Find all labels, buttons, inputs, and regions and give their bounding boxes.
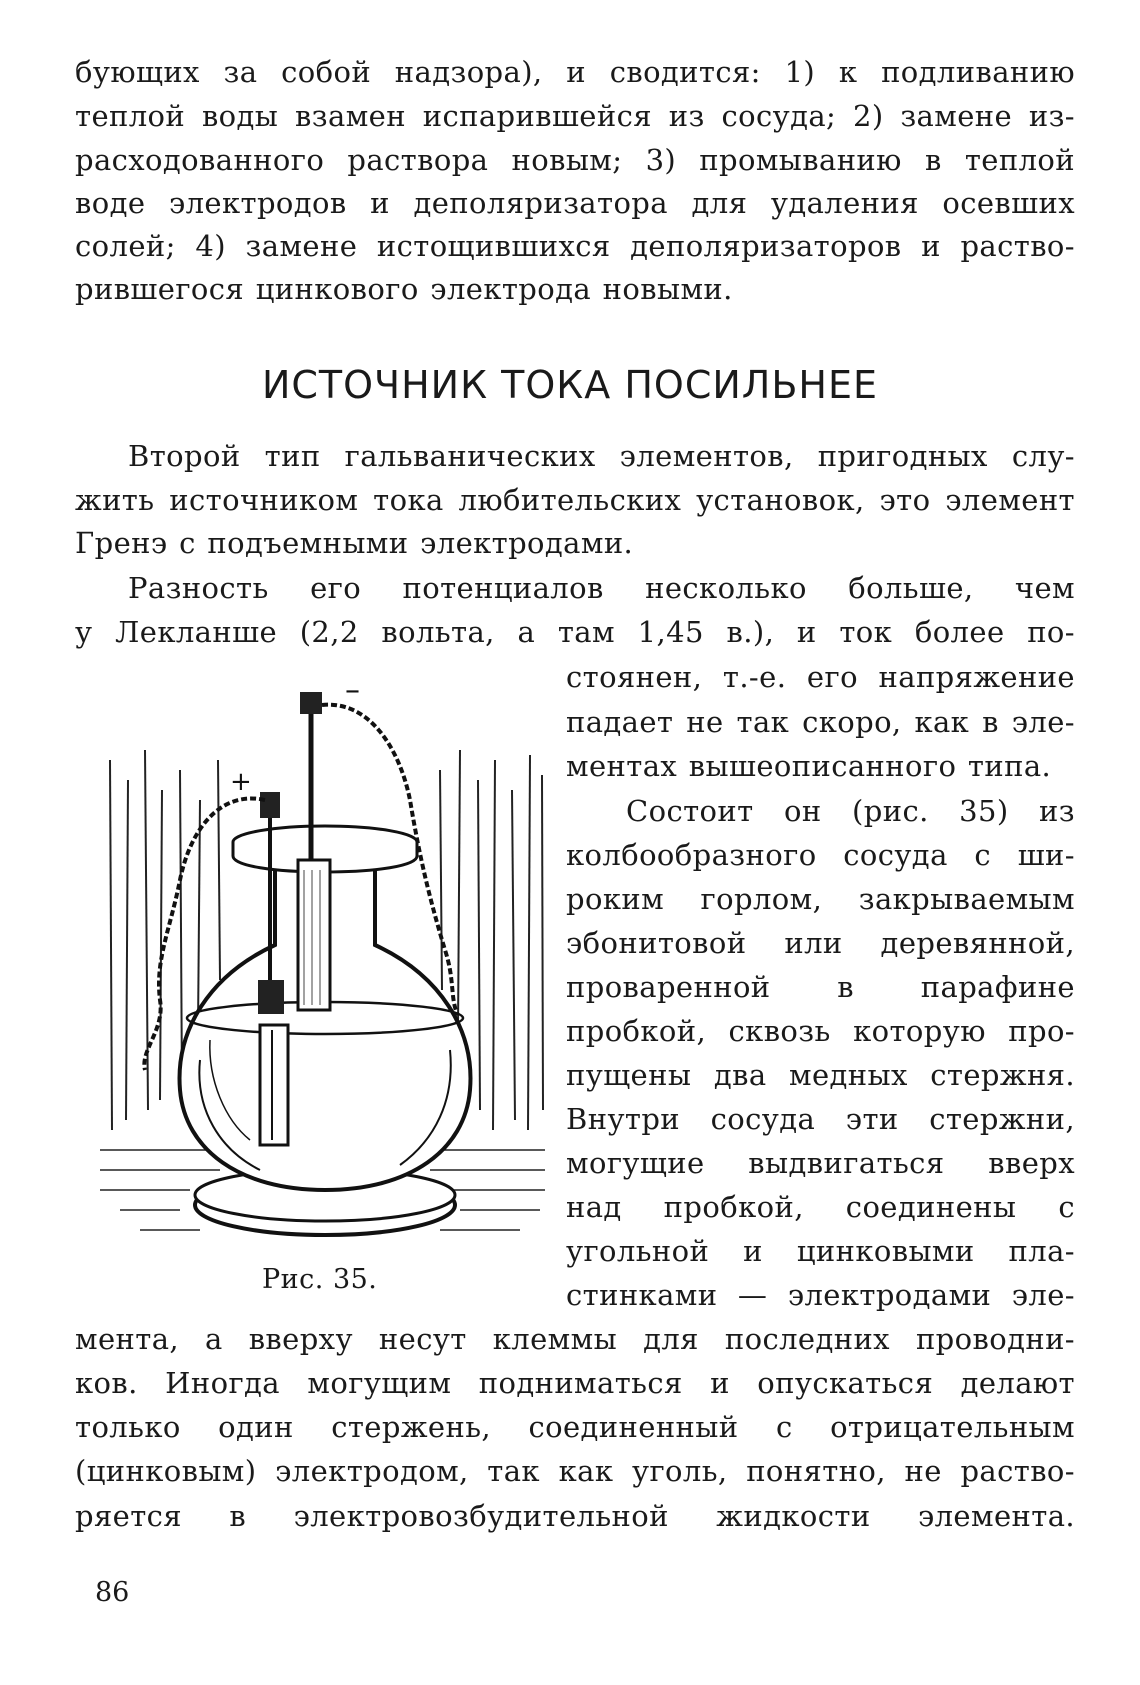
text-line: бующих за собой надзора), и сводится: 1) к подливанию — [75, 55, 1075, 89]
text-line: Разность его потенциалов несколько больше, чем — [128, 571, 1075, 605]
text-line: могущие выдвигаться вверх — [566, 1146, 1075, 1180]
text-line: пущены два медных стержня. — [566, 1058, 1075, 1092]
text-line: роким горлом, закрываемым — [566, 882, 1075, 916]
text-line: Внутри сосуда эти стержни, — [566, 1102, 1075, 1136]
text-line: эбонитовой или деревянной, — [566, 926, 1075, 960]
text-line: Второй тип гальванических элементов, пригодных слу- — [128, 439, 1075, 473]
page-number: 86 — [95, 1577, 130, 1608]
text-line: Состоит он (рис. 35) из — [626, 794, 1075, 828]
positive-terminal — [260, 792, 280, 818]
figure-caption: Рис. 35. — [262, 1264, 378, 1295]
text-line: расходованного раствора новым; 3) промыванию в теплой — [75, 143, 1075, 177]
text-line: стинками — электродами эле- — [566, 1278, 1075, 1312]
text-line: пробкой, сквозь которую про- — [566, 1014, 1075, 1048]
text-line: Гренэ с подъемными электродами. — [75, 526, 634, 560]
carbon-plate — [298, 860, 330, 1010]
text-line: теплой воды взамен испарившейся из сосуда; 2) замене из- — [75, 99, 1075, 133]
text-line: у Лекланше (2,2 вольта, а там 1,45 в.), и ток более по- — [75, 615, 1075, 649]
text-line: воде электродов и деполяризатора для удаления осевших — [75, 186, 1075, 220]
text-line: ряется в электровозбудительной жидкости элемента. — [75, 1499, 1075, 1533]
negative-terminal — [300, 692, 322, 714]
zinc-plate — [260, 1025, 288, 1145]
grenet-cell-illustration — [100, 680, 545, 1255]
text-line: жить источником тока любительских установок, это элемент — [75, 483, 1075, 517]
text-line: над пробкой, соединены с — [566, 1190, 1075, 1224]
zinc-clamp — [258, 980, 284, 1014]
text-line: (цинковым) электродом, так как уголь, понятно, не раство- — [75, 1454, 1075, 1488]
text-line: ментах вышеописанного типа. — [566, 749, 1052, 783]
text-line: падает не так скоро, как в эле- — [566, 705, 1075, 739]
text-line: солей; 4) замене истощившихся деполяризаторов и раство- — [75, 229, 1075, 263]
text-line: только один стержень, соединенный с отрицательным — [75, 1410, 1075, 1444]
section-heading: ИСТОЧНИК ТОКА ПОСИЛЬНЕЕ — [261, 363, 879, 407]
text-line: проваренной в парафине — [566, 970, 1075, 1004]
text-line: колбообразного сосуда с ши- — [566, 838, 1075, 872]
text-line: ков. Иногда могущим подниматься и опускаться делают — [75, 1366, 1075, 1400]
minus-sign: – — [345, 680, 360, 708]
text-line: рившегося цинкового электрода новыми. — [75, 272, 733, 306]
text-line: стоянен, т.-е. его напряжение — [566, 660, 1075, 694]
plus-sign: + — [230, 767, 252, 797]
text-line: мента, а вверху несут клеммы для последних проводни- — [75, 1322, 1075, 1356]
text-line: угольной и цинковыми пла- — [566, 1234, 1075, 1268]
